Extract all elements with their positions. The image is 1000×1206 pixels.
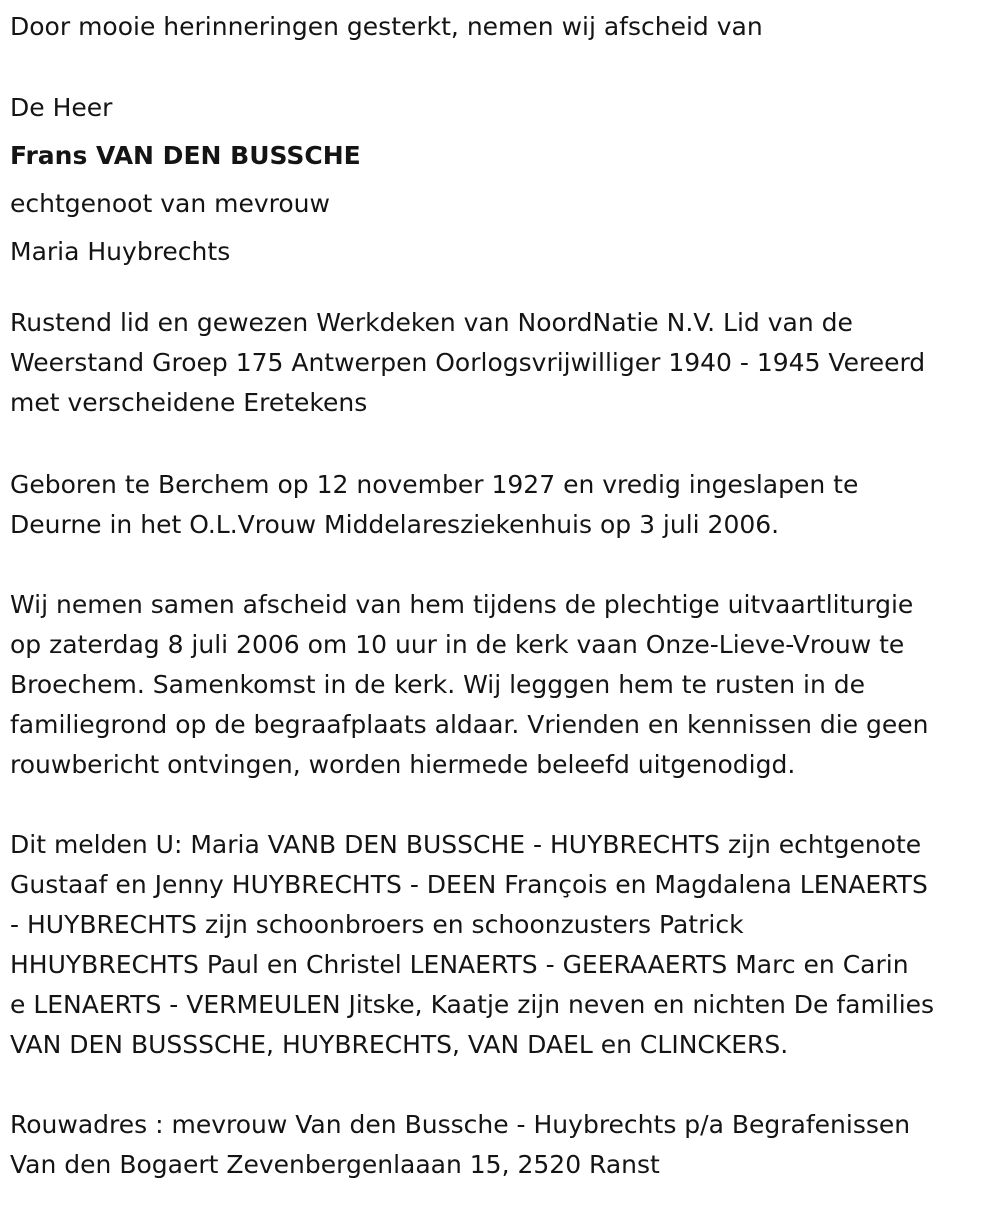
paragraph-line: Weerstand Groep 175 Antwerpen Oorlogsvrijwilliger 1940 - 1945 Vereerd: [10, 348, 926, 377]
intro-line: Door mooie herinneringen gesterkt, nemen wij afscheid van: [10, 12, 763, 41]
paragraph-line: Dit melden U: Maria VANB DEN BUSSCHE - HUYBRECHTS zijn echtgenote: [10, 830, 922, 859]
paragraph-line: met verscheidene Eretekens: [10, 388, 368, 417]
deceased-name: Frans VAN DEN BUSSCHE: [10, 141, 361, 170]
funeral-paragraph: [10, 585, 995, 785]
paragraph-line: - HUYBRECHTS zijn schoonbroers en schoonzusters Patrick: [10, 910, 744, 939]
paragraph-line: familiegrond op de begraafplaats aldaar. Vrienden en kennissen die geen: [10, 710, 929, 739]
paragraph-line: VAN DEN BUSSSCHE, HUYBRECHTS, VAN DAEL en CLINCKERS.: [10, 1030, 789, 1059]
paragraph-line: Deurne in het O.L.Vrouw Middelaresziekenhuis op 3 juli 2006.: [10, 510, 780, 539]
paragraph-line: Geboren te Berchem op 12 november 1927 en vredig ingeslapen te: [10, 470, 859, 499]
obituary-notice: [10, 0, 995, 1185]
paragraph-line: Wij nemen samen afscheid van hem tijdens de plechtige uitvaartliturgie: [10, 590, 914, 619]
paragraph-line: e LENAERTS - VERMEULEN Jitske, Kaatje zijn neven en nichten De families: [10, 990, 935, 1019]
paragraph-line: Rustend lid en gewezen Werkdeken van NoordNatie N.V. Lid van de: [10, 308, 853, 337]
career-paragraph: [10, 303, 995, 423]
paragraph-line: Rouwadres : mevrouw Van den Bussche - Huybrechts p/a Begrafenissen: [10, 1110, 911, 1139]
paragraph-line: Broechem. Samenkomst in de kerk. Wij legggen hem te rusten in de: [10, 670, 865, 699]
title-line: De Heer: [10, 93, 113, 122]
paragraph-line: rouwbericht ontvingen, worden hiermede beleefd uitgenodigd.: [10, 750, 796, 779]
paragraph-line: HHUYBRECHTS Paul en Christel LENAERTS - GEERAAERTS Marc en Carin: [10, 950, 909, 979]
spouse-name: Maria Huybrechts: [10, 237, 231, 266]
paragraph-line: Gustaaf en Jenny HUYBRECHTS - DEEN François en Magdalena LENAERTS: [10, 870, 928, 899]
paragraph-line: op zaterdag 8 juli 2006 om 10 uur in de kerk vaan Onze-Lieve-Vrouw te: [10, 630, 905, 659]
birth-death-paragraph: [10, 465, 995, 545]
address-paragraph: [10, 1105, 995, 1185]
family-paragraph: [10, 825, 995, 1065]
paragraph-line: Van den Bogaert Zevenbergenlaaan 15, 2520 Ranst: [10, 1150, 660, 1179]
spouse-intro: echtgenoot van mevrouw: [10, 189, 330, 218]
